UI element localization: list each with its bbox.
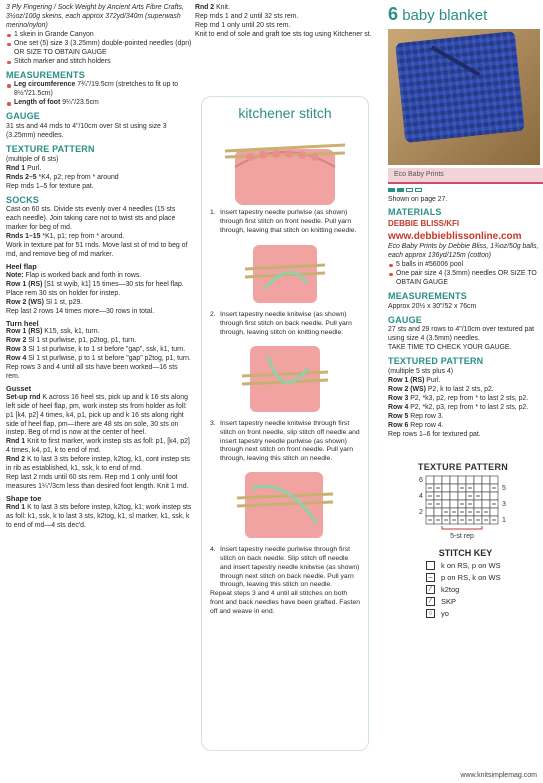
gauge-text: 31 sts and 44 rnds to 4"/10cm over St st using size 3 (3.25mm) needles. bbox=[6, 123, 167, 140]
step-4: 4. Insert tapestry needle purlwise through first stitch on back needle. Slip stitch off needle and insert tapestry needle knitwise (as shown) through next stitch on back needle. Pull yarn through, leaving this stitch on needle. bbox=[210, 546, 360, 589]
chart-title: TEXTURE PATTERN bbox=[417, 461, 509, 472]
gusset-heading: Gusset bbox=[6, 383, 32, 393]
socks-text: Cast on 60 sts. Divide sts evenly over 4 needles (15 sts each needle). Join taking care not to twist sts and place marker for beg of md. bbox=[6, 206, 176, 232]
knitting-illustration-step-1 bbox=[245, 239, 325, 307]
measurements-heading: MEASUREMENTS bbox=[6, 69, 85, 80]
chart-cell bbox=[466, 476, 474, 484]
texture-line-3: Rep rnds 1–5 for texture pat. bbox=[6, 182, 94, 190]
chart-row-label-left: 6 bbox=[419, 476, 423, 484]
material-item-0: 1 skein in Grande Canyon bbox=[6, 31, 192, 40]
gauge-heading: GAUGE bbox=[6, 111, 41, 122]
material-item-2: Stitch marker and stitch holders bbox=[6, 58, 192, 67]
turn-line-0: Row 1 (RS) K15, ssk, k1, turn. bbox=[6, 328, 100, 336]
step-3: 3. Insert tapestry needle knitwise through first stitch on front needle, slip stitch off needle and insert tapestry needle purlwise (as shown) through next stitch on front needle. Pull yarn through, leaving this stitch on needle. bbox=[210, 419, 360, 463]
toe-cont-line-1: Rep rnds 1 and 2 until 32 sts rem. bbox=[195, 12, 299, 20]
r-gauge-check: TAKE TIME TO CHECK YOUR GAUGE. bbox=[388, 344, 512, 352]
chart-cell bbox=[450, 476, 458, 484]
chart-cell bbox=[482, 492, 490, 500]
step-2: 2. Insert tapestry needle knitwise (as shown) through first stitch on back needle. Pull yarn through, leaving stitch on knitting needle. bbox=[210, 311, 352, 337]
heel-line-1: Row 1 (RS) [S1 st wyib, k1] 15 times—30 sts for heel flap. Place rem 30 sts on holder for instep. bbox=[6, 280, 184, 297]
r-meas-text: Approx 20½ x 30"/52 x 76cm bbox=[388, 302, 477, 310]
yarn-text: Eco Baby Prints by Debbie Bliss, 1¾oz/50g balls, each approx 136yd/125m (cotton) bbox=[388, 243, 539, 260]
toe-line-0: Rnd 1 K to last 3 sts before instep, k2tog, k1; work instep sts as foll: k1, ssk, k to last 3 sts, k2tog, k1, sl marker, k1, ssk, k to end of md—4 sts dec'd. bbox=[6, 503, 192, 529]
rep-bracket bbox=[442, 526, 482, 529]
baby-blanket-column bbox=[388, 4, 543, 621]
texture-heading: TEXTURE PATTERN bbox=[6, 144, 95, 154]
r-measurements-heading: MEASUREMENTS bbox=[388, 290, 467, 301]
texture-pattern-chart bbox=[388, 461, 538, 540]
turn-heel-heading: Turn heel bbox=[6, 318, 39, 328]
chart-cell bbox=[490, 492, 498, 500]
knitting-illustration-intro bbox=[225, 127, 345, 205]
texture-line-0: (multiple of 6 sts) bbox=[6, 155, 59, 163]
kitchener-stitch-panel bbox=[201, 96, 369, 751]
chart-cell bbox=[458, 476, 466, 484]
chart-cell bbox=[482, 476, 490, 484]
chart-cell bbox=[450, 484, 458, 492]
key-symbol-icon: ○ bbox=[426, 609, 435, 618]
chart-cell bbox=[434, 476, 442, 484]
chart-cell bbox=[458, 492, 466, 500]
key-item-4: ○ yo bbox=[426, 609, 543, 618]
toe-cont-line-3: Knit to end of sole and graft toe sts tog using Kitchener st. bbox=[195, 30, 372, 38]
heel-line-3: Rep last 2 rows 14 times more—30 rows in total. bbox=[6, 307, 155, 315]
measurement-item-1: Length of foot 9¼"/23.5cm bbox=[6, 99, 192, 108]
stitch-key bbox=[388, 548, 543, 618]
chart-row-label-right: 1 bbox=[502, 516, 506, 524]
chart-cell bbox=[490, 476, 498, 484]
chart-row-label-left: 4 bbox=[419, 492, 423, 500]
shape-toe-heading: Shape toe bbox=[6, 494, 42, 504]
gusset-line-1: Rnd 1 Knit to first marker, work instep sts as foll: p1, [k4, p2] 4 times, k4, p1, k to end of rnd. bbox=[6, 438, 190, 455]
final-instruction: Repeat steps 3 and 4 until all stitches on both front and back needles have been grafted. Fasten off and weave in end. bbox=[210, 590, 361, 615]
key-symbol-icon bbox=[426, 561, 435, 570]
toe-cont-line-0: Rnd 2 Knit. bbox=[195, 4, 230, 11]
chart-cell bbox=[442, 492, 450, 500]
toe-cont-line-2: Rep rnd 1 only until 20 sts rem. bbox=[195, 21, 291, 29]
tp-line-0: (multiple 5 sts plus 4) bbox=[388, 367, 454, 375]
r-gauge-heading: GAUGE bbox=[388, 314, 423, 325]
gusset-line-3: Rep last 2 rnds until 60 sts rem. Rep rnd 1 only until foot measures 1¼"/3cm less than desired foot length. Knit 1 rnd. bbox=[6, 474, 189, 491]
turn-line-4: Rep rows 3 and 4 until all sts have been worked—16 sts rem. bbox=[6, 364, 178, 380]
tp-line-3: Row 3 P2, *k3, p2, rep from * to last 2 sts, p2. bbox=[388, 394, 529, 402]
chart-row-label-left: 2 bbox=[419, 508, 423, 516]
material-item-1: One set (5) size 3 (3.25mm) double-pointed needles (dpn) OR SIZE TO OBTAIN GAUGE bbox=[6, 40, 192, 58]
skill-level-icon bbox=[388, 188, 543, 192]
turn-line-1: Row 2 Sl 1 st purlwise, p1, p2tog, p1, turn. bbox=[6, 337, 137, 345]
yarn-intro: 3 Ply Fingering / Sock Weight by Ancient Arts Fibre Crafts, 3½oz/100g skeins, each approx 372yd/340m (superwash merino/nylon) bbox=[6, 4, 184, 29]
shown-on: Shown on page 27. bbox=[388, 196, 448, 203]
turn-line-3: Row 4 Sl 1 st purlwise, p to 1 st before "gap" p2tog, p1, turn. bbox=[6, 355, 191, 363]
knitting-illustration-step-2 bbox=[242, 342, 328, 416]
tp-line-1: Row 1 (RS) Purl. bbox=[388, 376, 441, 384]
key-symbol-icon: – bbox=[426, 573, 435, 582]
heel-line-2: Row 2 (WS) Sl 1 st, p29. bbox=[6, 298, 83, 306]
chart-cell bbox=[434, 508, 442, 516]
chart-grid bbox=[408, 474, 518, 540]
chart-cell bbox=[450, 492, 458, 500]
sock-pattern-column bbox=[6, 4, 192, 531]
brand-name: DEBBIE BLISS/KFI bbox=[388, 218, 460, 228]
panel-title: kitchener stitch bbox=[238, 105, 332, 121]
stitch-key-heading: STITCH KEY bbox=[438, 547, 493, 558]
chart-cell bbox=[442, 484, 450, 492]
chart-cell bbox=[450, 500, 458, 508]
tp-line-4: Row 4 P2, *k2, p3, rep from * to last 2 sts, p2. bbox=[388, 403, 529, 411]
key-item-0: k on RS, p on WS bbox=[426, 561, 543, 570]
project-number: 6 bbox=[388, 4, 399, 24]
blanket-photo bbox=[388, 29, 540, 165]
measurement-item-0: Leg circumference 7¾"/19.5cm (stretches to fit up to 8½"/21.5cm) bbox=[6, 81, 192, 99]
key-symbol-icon: ⁄ bbox=[426, 585, 435, 594]
socks-line-0: Rnds 1–15 *K1, p1; rep from * around. bbox=[6, 233, 125, 241]
chart-cell bbox=[442, 500, 450, 508]
brand-url: www.debbieblissonline.com bbox=[388, 231, 522, 243]
gusset-line-2: Rnd 2 K to last 3 sts before instep, k2tog, k1, cont instep sts in rib as established, k1, ssk, k to end of rnd. bbox=[6, 456, 190, 473]
tp-line-2: Row 2 (WS) P2, k to last 2 sts, p2. bbox=[388, 385, 494, 393]
project-title: 6 baby blanket bbox=[388, 4, 488, 24]
tp-line-7: Rep rows 1–6 for textured pat. bbox=[388, 430, 481, 438]
key-item-2: ⁄ k2tog bbox=[426, 585, 543, 594]
blue-blanket bbox=[395, 31, 525, 143]
key-symbol-icon: ⁄ bbox=[426, 597, 435, 606]
chart-row-label-right: 3 bbox=[502, 500, 506, 508]
heel-flap-heading: Heel flap bbox=[6, 262, 37, 272]
gusset-line-0: Set-up rnd K across 16 heel sts, pick up and k 16 sts along left side of heel flap, pm, work instep sts from holder as foll: p1 [k4, p2] 4 times, k4, p1, pick up and k 16 sts along right side of heel flap, pm—there are 48 sts on sole, 30 sts on instep. Beg of rnd is now at the center of heel. bbox=[6, 393, 188, 437]
chart-cell bbox=[490, 508, 498, 516]
r-gauge-text: 27 sts and 29 rows to 4"/10cm over textured pat using size 4 (3.5mm) needles. bbox=[388, 326, 535, 343]
materials-heading: MATERIALS bbox=[388, 206, 442, 217]
step-1: 1. Insert tapestry needle purlwise (as shown) through first stitch on front needle. Pull yarn through, leaving that stitch on knitting needle. bbox=[210, 209, 357, 234]
heel-line-0: Note: Flap is worked back and forth in rows. bbox=[6, 271, 142, 279]
chart-cell bbox=[442, 476, 450, 484]
chart-rep-label: 5-st rep bbox=[450, 532, 474, 540]
chart-cell bbox=[426, 508, 434, 516]
r-material-item-0: 5 balls in #56006 pool bbox=[388, 261, 543, 270]
texture-line-2: Rnds 2–5 *K4, p2; rep from * around bbox=[6, 173, 119, 181]
key-item-3: ⁄ SKP bbox=[426, 597, 543, 606]
key-item-1: – p on RS, k on WS bbox=[426, 573, 543, 582]
socks-heading: SOCKS bbox=[6, 194, 40, 205]
footer-url: www.knitsimplemag.com bbox=[460, 772, 537, 779]
knitting-illustration-step-3 bbox=[237, 468, 333, 542]
chart-cell bbox=[474, 500, 482, 508]
tp-line-5: Row 5 Rep row 3. bbox=[388, 412, 444, 420]
socks-line-1: Work in texture pat for 51 rnds. Move last st of rnd to beg of md, and remove beg of md marker. bbox=[6, 242, 188, 259]
yarn-label-bar: Eco Baby Prints bbox=[388, 168, 543, 182]
chart-row-label-right: 5 bbox=[502, 484, 506, 492]
chart-cell bbox=[482, 500, 490, 508]
turn-line-2: Row 3 Sl 1 st purlwise, k to 1 st before "gap", ssk, k1, turn. bbox=[6, 346, 186, 354]
tp-line-6: Row 6 Rep row 4. bbox=[388, 421, 444, 429]
textured-pattern-heading: TEXTURED PATTERN bbox=[388, 356, 484, 367]
chart-cell bbox=[474, 476, 482, 484]
chart-cell bbox=[482, 484, 490, 492]
toe-continuation bbox=[195, 4, 373, 40]
texture-line-1: Rnd 1 Purl. bbox=[6, 164, 42, 172]
chart-cell bbox=[474, 484, 482, 492]
chart-cell bbox=[426, 476, 434, 484]
r-material-item-1: One pair size 4 (3.5mm) needles OR SIZE TO OBTAIN GAUGE bbox=[388, 270, 543, 288]
